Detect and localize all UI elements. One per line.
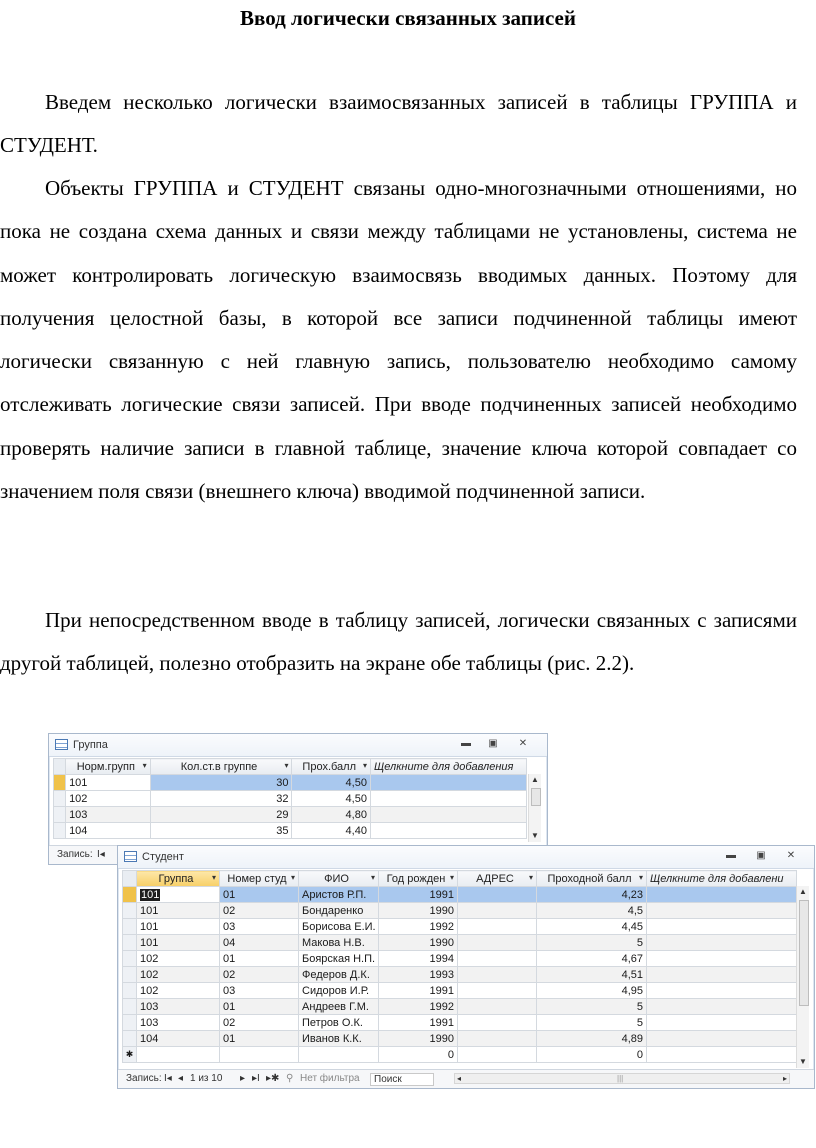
cell-score[interactable]: 4,23 [537,887,647,903]
student-column-header[interactable]: Проходной балл ▾ [537,871,647,887]
cell-year[interactable]: 1991 [379,1015,458,1031]
record-selector[interactable] [54,823,66,839]
cell-score[interactable]: 4,51 [537,967,647,983]
table-row[interactable] [123,903,797,919]
cell-group[interactable]: 101 [137,887,220,903]
student-header-row [123,871,797,887]
cell-fio[interactable]: Петров О.К. [299,1015,379,1031]
cell-address[interactable] [458,903,537,919]
cell-fio[interactable]: Макова Н.В. [299,935,379,951]
cell-score[interactable]: 4,5 [537,903,647,919]
cell-score[interactable]: 5 [537,999,647,1015]
cell-address[interactable] [458,999,537,1015]
table-row[interactable] [123,919,797,935]
cell-address[interactable] [458,983,537,999]
cell-empty[interactable] [458,1047,537,1063]
close-icon[interactable]: ✕ [786,850,796,861]
paragraph-display: При непосредственном вводе в таблицу записей, логически связанных с записями другой таблицей, полезно отобразить на экране обе таблицы (рис. 2.2). [0,608,797,676]
cell-score[interactable]: 4,89 [537,1031,647,1047]
cell-student-number[interactable]: 01 [220,887,299,903]
cell-year[interactable]: 1991 [379,887,458,903]
student-column-header[interactable]: АДРЕС ▾ [458,871,537,887]
dropdown-arrow-icon[interactable]: ▾ [528,872,533,882]
record-position[interactable]: 1 из 10 [190,1073,223,1084]
record-selector[interactable] [123,1015,137,1031]
student-datasheet[interactable] [122,870,797,1063]
cell-score[interactable]: 4,95 [537,983,647,999]
table-row[interactable] [123,951,797,967]
cell-year[interactable]: 1990 [379,1031,458,1047]
table-row[interactable] [123,983,797,999]
cell-empty[interactable] [137,1047,220,1063]
add-column-header[interactable]: Щелкните для добавления [370,759,526,775]
first-record-icon[interactable]: I◂ [164,1073,172,1084]
cell-fio[interactable]: Аристов Р.П. [299,887,379,903]
close-icon[interactable]: ✕ [518,738,528,749]
cell-year[interactable]: 1990 [379,935,458,951]
filter-funnel-icon: ⚲ [286,1073,294,1084]
prev-record-icon[interactable]: ◂ [178,1073,184,1084]
new-record-icon: ✱ [123,1047,137,1063]
select-all-corner[interactable] [123,871,137,887]
cell-group[interactable]: 102 [66,791,151,807]
cell-year[interactable]: 1993 [379,967,458,983]
horizontal-scrollbar[interactable] [454,1073,790,1084]
cell-score[interactable]: 4,50 [292,791,370,807]
cell-fio[interactable]: Борисова Е.И. [299,919,379,935]
cell-score[interactable]: 0 [537,1047,647,1063]
cell-fio[interactable]: Боярская Н.П. [299,951,379,967]
cell-group[interactable]: 102 [137,951,220,967]
dropdown-arrow-icon[interactable]: ▾ [142,760,147,770]
cell-score[interactable]: 4,80 [292,807,370,823]
dropdown-arrow-icon[interactable]: ▾ [370,872,375,882]
cell-address[interactable] [458,1015,537,1031]
new-record-nav-icon[interactable]: ▸✱ [266,1073,280,1084]
cell-empty[interactable] [370,775,526,791]
next-record-icon[interactable]: ▸ [240,1073,246,1084]
record-selector[interactable] [123,903,137,919]
table-row[interactable] [54,775,527,791]
cell-empty[interactable] [647,903,797,919]
scroll-down-icon[interactable]: ▼ [531,831,539,840]
record-selector[interactable] [54,791,66,807]
cell-year[interactable]: 1992 [379,919,458,935]
table-row[interactable] [54,807,527,823]
scroll-left-icon[interactable]: ◂ [457,1074,462,1083]
cell-group[interactable]: 103 [137,999,220,1015]
cell-score[interactable]: 4,67 [537,951,647,967]
scroll-thumb[interactable] [799,900,809,1006]
record-selector[interactable] [123,935,137,951]
restore-icon[interactable]: ▣ [488,738,498,749]
table-row[interactable] [54,823,527,839]
search-input[interactable]: Поиск [370,1073,434,1086]
cell-empty[interactable] [370,791,526,807]
dropdown-arrow-icon[interactable]: ▾ [638,872,643,882]
student-column-header[interactable]: Группа ▾ [137,871,220,887]
record-selector[interactable] [123,919,137,935]
cell-address[interactable] [458,1031,537,1047]
cell-score[interactable]: 4,45 [537,919,647,935]
cell-score[interactable]: 4,40 [292,823,370,839]
record-selector[interactable] [123,999,137,1015]
table-row[interactable] [123,1031,797,1047]
cell-address[interactable] [458,919,537,935]
cell-fio[interactable]: Бондаренко [299,903,379,919]
cell-address[interactable] [458,951,537,967]
cell-score[interactable]: 5 [537,935,647,951]
cell-count[interactable]: 32 [150,791,292,807]
cell-group[interactable]: 101 [137,903,220,919]
cell-fio[interactable]: Сидоров И.Р. [299,983,379,999]
scroll-thumb[interactable] [531,788,541,806]
cell-student-number[interactable]: 02 [220,903,299,919]
cell-empty[interactable] [220,1047,299,1063]
cell-student-number[interactable]: 02 [220,1015,299,1031]
record-selector[interactable] [54,775,66,791]
cell-group[interactable]: 103 [66,807,151,823]
student-window-title: Студент [142,851,184,863]
group-vertical-scrollbar[interactable] [528,774,541,842]
group-column-header[interactable]: Кол.ст.в группе ▾ [150,759,292,775]
cell-empty[interactable] [647,919,797,935]
student-record-navigator [118,1069,814,1088]
group-datasheet[interactable] [53,758,527,839]
scroll-up-icon[interactable]: ▲ [531,775,539,784]
new-record-row[interactable] [123,1047,797,1063]
cell-empty[interactable] [647,999,797,1015]
cell-empty[interactable] [299,1047,379,1063]
table-row[interactable] [123,999,797,1015]
group-window-title: Группа [73,739,108,751]
cell-address[interactable] [458,935,537,951]
cell-empty[interactable] [370,823,526,839]
cell-group[interactable]: 101 [137,935,220,951]
cell-fio[interactable]: Федеров Д.К. [299,967,379,983]
cell-student-number[interactable]: 03 [220,919,299,935]
table-row[interactable] [54,791,527,807]
scroll-down-icon[interactable]: ▼ [799,1057,807,1066]
record-selector[interactable] [123,983,137,999]
student-column-header[interactable]: ФИО ▾ [299,871,379,887]
cell-group[interactable]: 102 [137,983,220,999]
cell-empty[interactable] [647,935,797,951]
scroll-right-icon[interactable]: ▸ [782,1074,787,1083]
cell-empty[interactable] [370,807,526,823]
cell-year[interactable]: 1992 [379,999,458,1015]
cell-empty[interactable] [647,1047,797,1063]
cell-student-number[interactable]: 01 [220,951,299,967]
student-column-header[interactable]: Номер студ ▾ [220,871,299,887]
record-selector[interactable] [123,887,137,903]
table-row[interactable] [123,887,797,903]
dropdown-arrow-icon[interactable]: ▾ [362,760,367,770]
record-selector[interactable] [123,951,137,967]
restore-icon[interactable]: ▣ [756,850,766,861]
group-column-header[interactable]: Норм.групп ▾ [66,759,151,775]
cell-group[interactable]: 104 [66,823,151,839]
cell-empty[interactable] [647,1015,797,1031]
dropdown-arrow-icon[interactable]: ▾ [449,872,454,882]
table-row[interactable] [123,1015,797,1031]
record-selector[interactable] [54,807,66,823]
cell-group[interactable]: 102 [137,967,220,983]
cell-student-number[interactable]: 04 [220,935,299,951]
cell-address[interactable] [458,887,537,903]
dropdown-arrow-icon[interactable]: ▾ [211,872,216,882]
table-icon [55,739,68,750]
student-column-header[interactable]: Год рожден ▾ [379,871,458,887]
cell-year[interactable]: 0 [379,1047,458,1063]
cell-student-number[interactable]: 02 [220,967,299,983]
select-all-corner[interactable] [54,759,66,775]
cell-group[interactable]: 104 [137,1031,220,1047]
paragraph-intro: Введем несколько логически взаимосвязанных записей в таблицы ГРУППА и СТУДЕНТ. [0,90,797,158]
cell-empty[interactable] [647,951,797,967]
cell-group[interactable]: 103 [137,1015,220,1031]
student-vertical-scrollbar[interactable] [796,886,809,1068]
group-window-titlebar[interactable] [49,734,547,757]
cell-count[interactable]: 30 [150,775,292,791]
cell-empty[interactable] [647,967,797,983]
cell-student-number[interactable]: 01 [220,1031,299,1047]
table-row[interactable] [123,935,797,951]
first-record-icon[interactable]: I◂ [97,849,105,860]
last-record-icon[interactable]: ▸I [252,1073,260,1084]
student-window-titlebar[interactable] [118,846,814,869]
cell-year[interactable]: 1994 [379,951,458,967]
minimize-icon[interactable]: ▬ [461,738,471,749]
group-header-row [54,759,527,775]
student-table-window[interactable] [117,845,815,1089]
cell-score[interactable]: 5 [537,1015,647,1031]
filter-status[interactable]: Нет фильтра [300,1073,360,1084]
cell-empty[interactable] [647,983,797,999]
dropdown-arrow-icon[interactable]: ▾ [284,760,289,770]
table-row[interactable] [123,967,797,983]
group-column-header[interactable]: Прох.балл ▾ [292,759,370,775]
record-selector[interactable] [123,967,137,983]
cell-year[interactable]: 1990 [379,903,458,919]
document-title: Ввод логически связанных записей [240,6,576,30]
cell-count[interactable]: 29 [150,807,292,823]
cell-group[interactable]: 101 [137,919,220,935]
cell-empty[interactable] [647,1031,797,1047]
cell-group[interactable]: 101 [66,775,151,791]
scroll-up-icon[interactable]: ▲ [799,887,807,896]
record-nav-label: Запись: [126,1073,162,1084]
minimize-icon[interactable]: ▬ [726,850,736,861]
record-nav-label: Запись: [57,849,93,860]
cell-address[interactable] [458,967,537,983]
dropdown-arrow-icon[interactable]: ▾ [290,872,295,882]
add-column-header[interactable]: Щелкните для добавлени [647,871,797,887]
cell-fio[interactable]: Андреев Г.М. [299,999,379,1015]
cell-student-number[interactable]: 03 [220,983,299,999]
record-selector[interactable] [123,1031,137,1047]
cell-score[interactable]: 4,50 [292,775,370,791]
paragraph-relations: Объекты ГРУППА и СТУДЕНТ связаны одно-многозначными отношениями, но пока не создана схема данных и связи между таблицами не установлены, система не может контролировать логическую взаимосвязь вводимых данных. Поэтому для получения целостной базы, в которой все записи подчиненной таблицы имеют логически связанную с ней главную запись, пользователю необходимо самому отслеживать логические связи записей. При вводе подчиненных записей необходимо проверять наличие записи в главной таблице, значение ключа которой совпадает со значением поля связи (внешнего ключа) вводимой подчиненной записи. [0,176,797,504]
scroll-grip-icon: ||| [617,1074,624,1083]
cell-year[interactable]: 1991 [379,983,458,999]
cell-count[interactable]: 35 [150,823,292,839]
cell-student-number[interactable]: 01 [220,999,299,1015]
cell-empty[interactable] [647,887,797,903]
table-icon [124,851,137,862]
cell-fio[interactable]: Иванов К.К. [299,1031,379,1047]
